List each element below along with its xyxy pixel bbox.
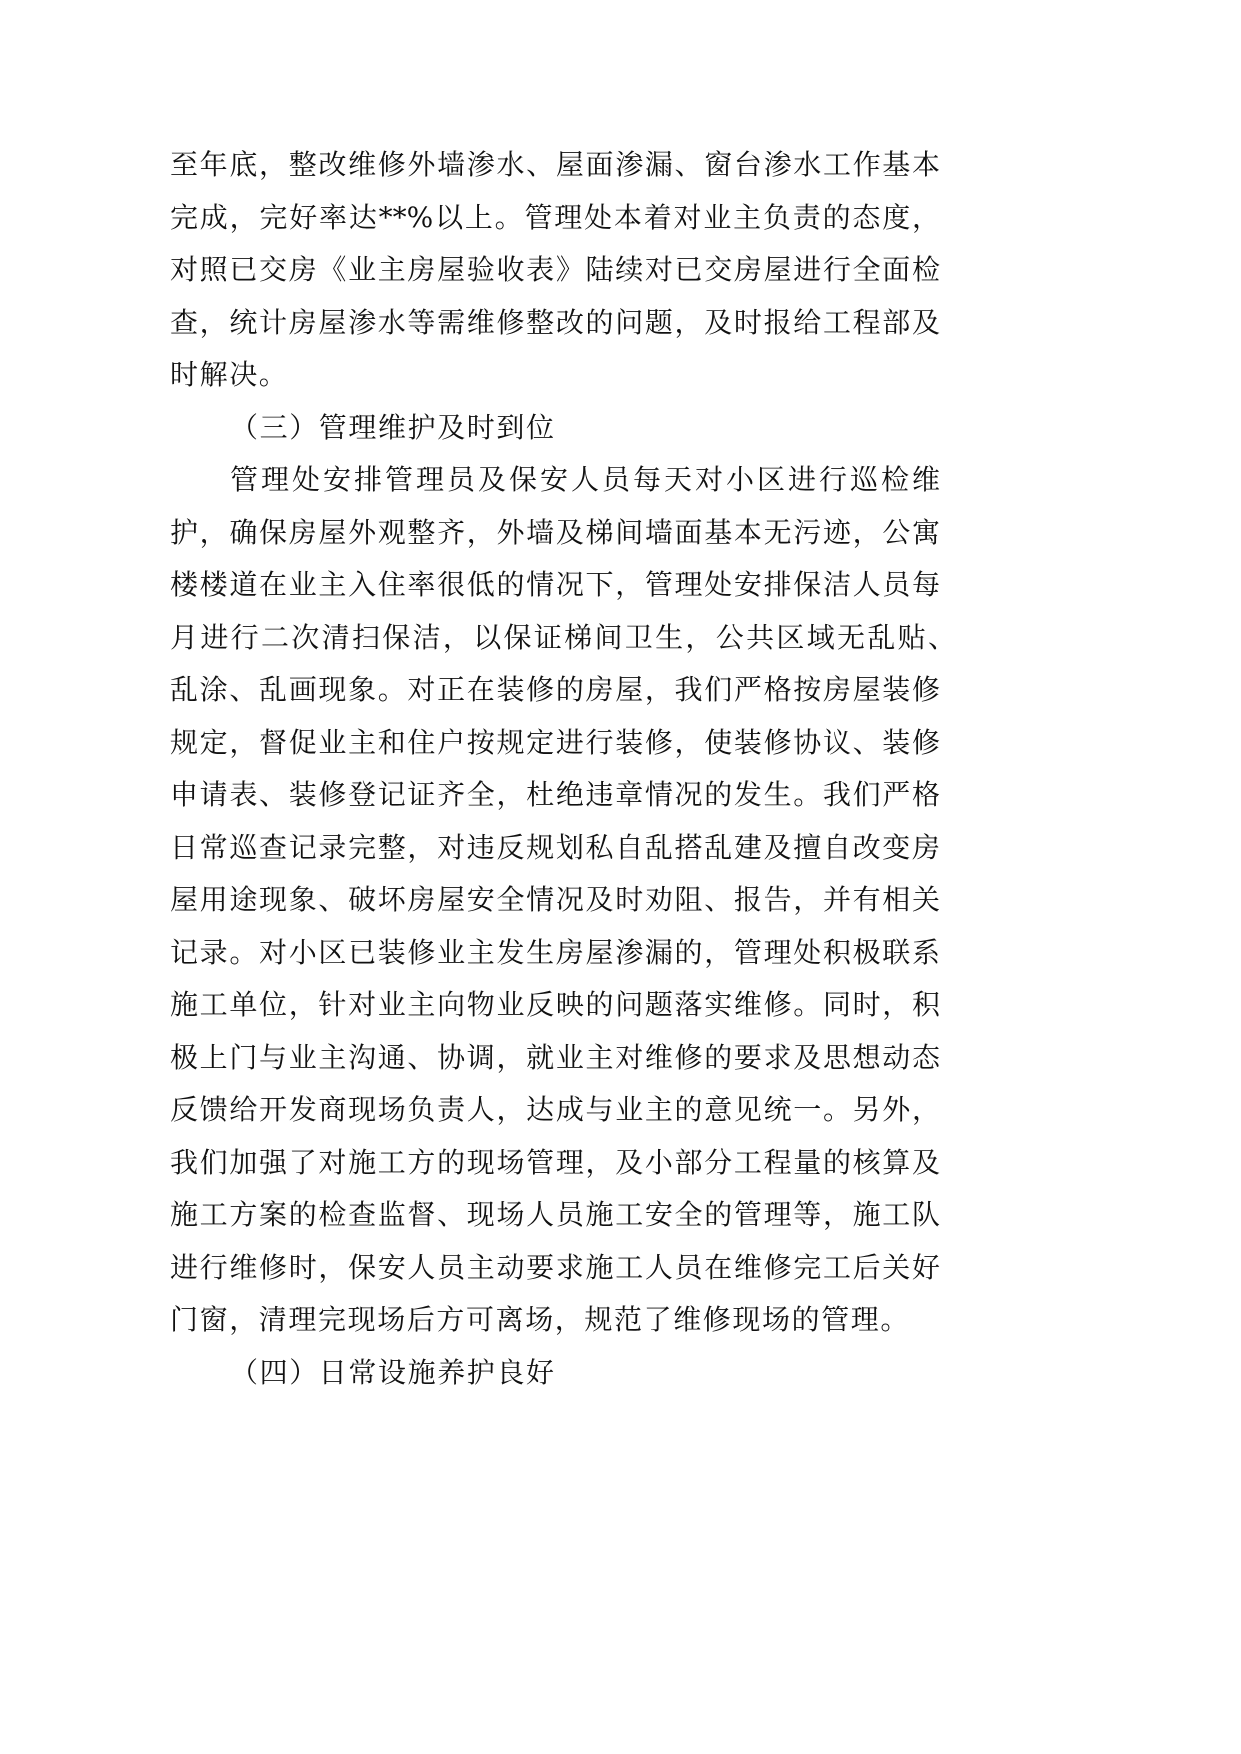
paragraph-line: 护，确保房屋外观整齐，外墙及梯间墙面基本无污迹，公寓 bbox=[170, 515, 940, 549]
paragraph-line: 反馈给开发商现场负责人，达成与业主的意见统一。另外， bbox=[170, 1093, 940, 1126]
paragraph-1 bbox=[170, 139, 940, 402]
paragraph-line: 规定，督促业主和住户按规定进行装修，使装修协议、装修 bbox=[170, 725, 940, 759]
paragraph-line: 极上门与业主沟通、协调，就业主对维修的要求及思想动态 bbox=[170, 1040, 940, 1074]
paragraph-line: 时解决。 bbox=[170, 358, 289, 391]
paragraph-line: 对照已交房《业主房屋验收表》陆续对已交房屋进行全面检 bbox=[170, 253, 940, 286]
paragraph-line: 至年底，整改维修外墙渗水、屋面渗漏、窗台渗水工作基本 bbox=[170, 148, 940, 181]
paragraph-line: 乱涂、乱画现象。对正在装修的房屋，我们严格按房屋装修 bbox=[170, 673, 940, 706]
paragraph-line: 月进行二次清扫保洁，以保证梯间卫生，公共区域无乱贴、 bbox=[170, 620, 956, 654]
paragraph-line: 管理处安排管理员及保安人员每天对小区进行巡检维 bbox=[230, 463, 940, 496]
paragraph-line: 完成，完好率达**%以上。管理处本着对业主负责的态度， bbox=[170, 200, 940, 234]
paragraph-line: 我们加强了对施工方的现场管理，及小部分工程量的核算及 bbox=[170, 1145, 940, 1179]
paragraph-line: 施工单位，针对业主向物业反映的问题落实维修。同时，积 bbox=[170, 988, 940, 1021]
document-body bbox=[170, 139, 956, 1399]
paragraph-line: 查，统计房屋渗水等需维修整改的问题，及时报给工程部及 bbox=[170, 305, 940, 339]
paragraph-line: 申请表、装修登记证齐全，杜绝违章情况的发生。我们严格 bbox=[170, 778, 940, 811]
paragraph-line: 进行维修时，保安人员主动要求施工人员在维修完工后关好 bbox=[170, 1250, 940, 1284]
section-heading-4: （四）日常设施养护良好 bbox=[230, 1355, 556, 1389]
paragraph-line: 日常巡查记录完整，对违反规划私自乱搭乱建及擅自改变房 bbox=[170, 830, 940, 864]
paragraph-line: 施工方案的检查监督、现场人员施工安全的管理等，施工队 bbox=[170, 1198, 940, 1231]
paragraph-line: 屋用途现象、破坏房屋安全情况及时劝阻、报告，并有相关 bbox=[170, 883, 940, 916]
paragraph-line: 门窗，清理完现场后方可离场，规范了维修现场的管理。 bbox=[170, 1303, 911, 1336]
paragraph-2 bbox=[170, 454, 956, 1347]
section-heading-3: （三）管理维护及时到位 bbox=[230, 410, 556, 444]
paragraph-line: 记录。对小区已装修业主发生房屋渗漏的，管理处积极联系 bbox=[170, 935, 940, 969]
paragraph-line: 楼楼道在业主入住率很低的情况下，管理处安排保洁人员每 bbox=[170, 568, 940, 601]
